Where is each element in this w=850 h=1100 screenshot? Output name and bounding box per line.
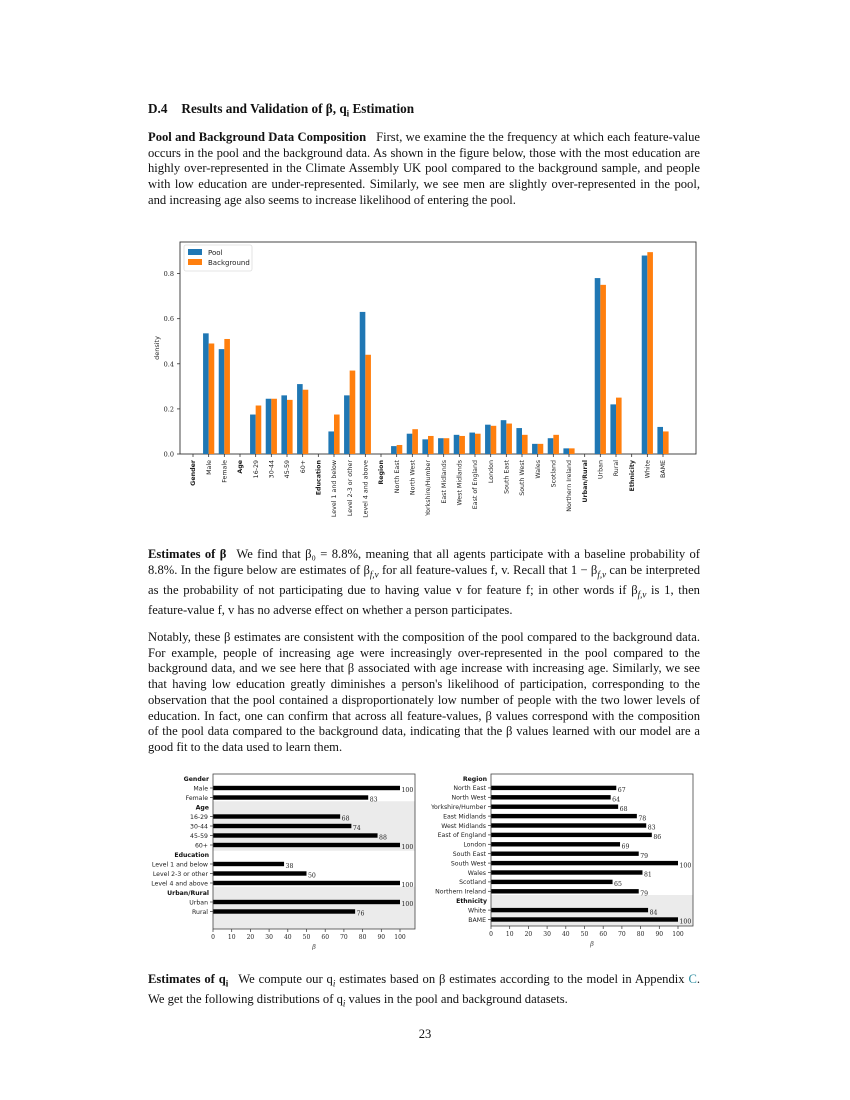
paragraph-text: for all feature-values f, v. Recall that 1 − β <box>378 562 598 577</box>
paragraph-pool-composition <box>148 130 700 209</box>
x-tick-label: 90 <box>377 934 386 941</box>
paragraph-notably <box>148 630 700 756</box>
group-header-label: Age <box>195 804 209 812</box>
x-tick-label: North West <box>409 460 417 496</box>
y-tick-label: 0.0 <box>163 450 174 459</box>
bar-value-label: 100 <box>401 901 414 909</box>
bar-pool <box>250 415 256 454</box>
x-tick-label: 0 <box>489 931 493 938</box>
page-number: 23 <box>418 1027 432 1041</box>
bar-value-label: 65 <box>614 881 622 889</box>
paragraph-text: We compute our q <box>238 972 333 986</box>
x-tick-label: 60 <box>321 934 330 941</box>
row-label: South East <box>452 851 486 858</box>
paragraph-beta-estimates <box>148 547 700 619</box>
x-tick-label: 80 <box>636 931 645 938</box>
paragraph-qi-estimates <box>148 972 700 1012</box>
bar-pool <box>203 333 209 454</box>
bar-pool <box>391 446 397 454</box>
x-axis-label: β <box>590 940 594 948</box>
paragraph-text: We find that β₀ = 8.8%, meaning that all agents participate with a baseline probability of 8.8%. In the figure below are estimates of β <box>148 547 701 577</box>
y-tick-label: 0.2 <box>163 405 174 414</box>
bar-pool <box>563 448 569 454</box>
bar-value-label: 86 <box>653 834 662 842</box>
bar-background <box>616 398 622 454</box>
row-label: West Midlands <box>441 822 486 830</box>
bar-value-label: 67 <box>617 787 626 795</box>
bar-value-label: 83 <box>369 796 378 804</box>
paragraph-text: . We get the following distributions of q <box>148 972 700 1007</box>
x-tick-label: Wales <box>534 460 542 479</box>
row-label: Male <box>193 785 208 793</box>
x-tick-label: Level 1 and below <box>331 460 339 518</box>
row-label: Level 4 and above <box>151 880 208 888</box>
legend-label-pool: Pool <box>208 249 223 257</box>
x-tick-label: 90 <box>655 931 664 938</box>
section-number: D.4 <box>148 101 168 116</box>
bar-pool <box>532 444 538 454</box>
x-tick-label: Level 4 and above <box>362 460 370 518</box>
section-title-suffix: Estimation <box>349 101 415 116</box>
subscript: f,v <box>369 569 379 580</box>
x-tick-label: 50 <box>580 931 589 938</box>
bar-pool <box>266 399 272 454</box>
bar-background <box>224 339 230 454</box>
appendix-link[interactable]: C <box>688 972 697 986</box>
x-tick-label: North East <box>393 460 401 494</box>
x-tick-label: Northern Ireland <box>566 460 574 512</box>
bar-value-label: 100 <box>401 844 414 852</box>
beta-bar <box>491 861 678 865</box>
x-tick-label: 80 <box>358 934 367 941</box>
beta-bar <box>491 833 652 837</box>
x-tick-label: 60+ <box>299 460 307 474</box>
subscript: f,v <box>597 569 607 580</box>
bar-background <box>334 415 340 454</box>
beta-estimates-chart-left <box>145 770 420 950</box>
bar-pool <box>657 427 663 454</box>
group-header-label: Region <box>462 776 487 783</box>
beta-bar <box>491 786 616 790</box>
subscript: i <box>342 998 346 1009</box>
x-tick-label: BAME <box>660 460 668 479</box>
runin-text: Estimates of q <box>148 972 226 986</box>
bar-pool <box>328 431 334 454</box>
beta-bar <box>213 824 351 828</box>
bar-value-label: 83 <box>647 824 656 832</box>
legend-swatch-background <box>188 259 202 265</box>
bar-background <box>350 371 356 454</box>
bar-background <box>506 424 512 454</box>
row-label: London <box>463 841 486 849</box>
bar-background <box>538 444 544 454</box>
group-header-label: Education <box>174 852 209 859</box>
x-tick-label: Female <box>221 460 229 483</box>
group-header-label: Gender <box>183 776 209 783</box>
beta-bar <box>491 870 642 874</box>
x-tick-label: London <box>487 460 495 484</box>
bar-pool <box>548 438 554 454</box>
bar-value-label: 100 <box>679 918 692 926</box>
row-label: 16-29 <box>190 813 208 821</box>
x-tick-label: White <box>644 460 652 479</box>
bar-value-label: 100 <box>401 787 414 795</box>
bar-background <box>256 406 262 454</box>
x-tick-label: 45-59 <box>284 460 292 479</box>
bar-pool <box>516 428 522 454</box>
bar-pool <box>642 256 648 454</box>
composition-bar-chart <box>140 236 710 526</box>
x-tick-label: Yorkshire/Humber <box>425 460 433 516</box>
y-tick-label: 0.4 <box>163 360 174 369</box>
row-label: 60+ <box>194 842 208 850</box>
row-label: Urban <box>189 899 208 907</box>
bar-background <box>475 434 481 454</box>
bar-value-label: 68 <box>619 805 628 813</box>
beta-bar <box>491 917 678 921</box>
subscript: i <box>225 978 229 989</box>
bar-pool <box>360 312 366 454</box>
group-header-label: Gender <box>190 460 198 486</box>
y-tick-label: 0.6 <box>163 315 174 324</box>
beta-bar <box>213 795 368 799</box>
bar-pool <box>469 433 475 454</box>
bar-value-label: 79 <box>640 890 649 898</box>
row-label: Female <box>185 794 208 802</box>
group-header-label: Region <box>378 460 386 485</box>
bar-background <box>303 390 309 454</box>
bar-background <box>428 436 434 454</box>
y-axis-label: density <box>153 336 161 360</box>
bar-pool <box>407 434 413 454</box>
paragraph-text: First, we examine the the frequency at which each feature-value occurs in the pool and the background data. As shown in the figure below, those with the most education are highly over-represented in the Climate Assembly UK pool compared to the background sample, and people with low education are under-represented. Similarly, we see men are slightly over-represented in the pool, and increasing age also seems to increase likelihood of entering the pool. <box>148 130 701 207</box>
bar-value-label: 76 <box>356 910 365 918</box>
row-label: Yorkshire/Humber <box>431 804 486 811</box>
paragraph-text: estimates based on β estimates according to the model in Appendix <box>335 972 689 986</box>
group-header-label: Urban/Rural <box>167 890 209 897</box>
x-tick-label: Level 2-3 or other <box>346 460 354 517</box>
bar-pool <box>344 395 350 454</box>
bar-value-label: 88 <box>379 834 387 842</box>
row-label: Level 1 and below <box>151 861 208 869</box>
x-tick-label: Urban <box>597 460 605 480</box>
bar-background <box>491 426 497 454</box>
row-label: North West <box>451 794 486 802</box>
x-tick-label: West Midlands <box>456 460 464 506</box>
beta-bar <box>491 908 648 912</box>
bar-background <box>647 252 653 454</box>
bar-pool <box>219 349 225 454</box>
row-label: South West <box>450 860 486 868</box>
beta-bar <box>491 795 611 799</box>
legend-label-background: Background <box>208 259 250 267</box>
bar-background <box>397 445 403 454</box>
x-tick-label: East Midlands <box>440 460 448 504</box>
x-tick-label: 30-44 <box>268 460 276 479</box>
x-tick-label: 0 <box>211 934 215 941</box>
bar-value-label: 69 <box>621 843 630 851</box>
x-tick-label: 10 <box>505 931 514 938</box>
bar-value-label: 68 <box>341 815 350 823</box>
x-tick-label: Rural <box>613 460 621 477</box>
row-label: Wales <box>467 869 486 877</box>
x-tick-label: 50 <box>302 934 311 941</box>
bar-pool <box>485 425 491 454</box>
x-tick-label: 60 <box>599 931 608 938</box>
bar-value-label: 84 <box>649 909 658 917</box>
subscript: i <box>332 978 336 989</box>
beta-bar <box>213 814 340 818</box>
row-label: East of England <box>437 832 486 840</box>
bar-background <box>412 429 418 454</box>
x-tick-label: 70 <box>618 931 626 938</box>
bar-pool <box>297 384 303 454</box>
bar-value-label: 81 <box>643 871 652 879</box>
group-header-label: Education <box>315 460 323 496</box>
legend-swatch-pool <box>188 249 202 255</box>
bar-value-label: 100 <box>679 862 692 870</box>
x-tick-label: Male <box>205 460 213 475</box>
runin-heading <box>148 972 229 989</box>
paragraph-text: values in the pool and background datasets. <box>345 992 568 1007</box>
paragraph-text: is 1, then feature-value f, v has no adverse effect on whether a person participates. <box>148 582 700 618</box>
row-label: Level 2-3 or other <box>152 870 208 878</box>
bar-value-label: 100 <box>401 882 414 890</box>
row-label: East Midlands <box>443 813 486 821</box>
beta-bar <box>491 889 639 893</box>
paragraph-text: Notably, these β estimates are consistent with the composition of the pool compared to the background data. For example, people of increasing age were increasingly over-represented in the pool compared to the background data, and we see here that β associated with age increase with increasing age. Similarly, we see that having low education greatly diminishes a person's likelihood of participation, corresponding to the observation that the pool contained a disproportionately low number of people with the two lower levels of education. In fact, one can confirm that across all feature-values, β values correspond with the composition of the pool data compared to the background data, indicating that the β values learned with our model are a good fit to the data used to learn them. <box>148 630 700 754</box>
group-header-label: Ethnicity <box>456 898 487 906</box>
row-label: Rural <box>192 908 208 916</box>
section-title-subscript: i <box>346 108 350 119</box>
bar-pool <box>501 420 507 454</box>
x-tick-label: 100 <box>672 931 684 938</box>
group-header-label: Urban/Rural <box>581 460 589 503</box>
group-header-label: Age <box>237 460 245 474</box>
row-label: 30-44 <box>190 823 208 831</box>
beta-bar <box>213 862 284 866</box>
x-tick-label: 20 <box>246 934 255 941</box>
row-label: North East <box>453 785 486 793</box>
bar-background <box>365 355 371 454</box>
y-tick-label: 0.8 <box>163 270 174 279</box>
beta-estimates-chart-right <box>420 770 710 950</box>
x-tick-label: 20 <box>524 931 533 938</box>
group-header-label: Ethnicity <box>628 460 636 492</box>
bar-background <box>663 431 669 454</box>
beta-bar <box>491 842 620 846</box>
row-label: Northern Ireland <box>435 888 486 896</box>
bar-background <box>271 399 277 454</box>
group-shade <box>213 887 415 929</box>
bar-background <box>600 285 606 454</box>
x-tick-label: 40 <box>283 934 292 941</box>
bar-background <box>522 435 528 454</box>
bar-background <box>209 343 215 454</box>
bar-background <box>287 400 293 454</box>
x-tick-label: 10 <box>227 934 236 941</box>
beta-bar <box>213 843 400 847</box>
bar-pool <box>595 278 601 454</box>
section-title-text: Results and Validation of β, q <box>181 101 347 116</box>
beta-bar <box>213 786 400 790</box>
beta-bar <box>491 852 639 856</box>
bar-background <box>569 448 575 454</box>
bar-value-label: 78 <box>638 815 647 823</box>
bar-value-label: 79 <box>640 852 649 860</box>
bar-pool <box>438 438 444 454</box>
bar-value-label: 64 <box>612 796 621 804</box>
x-tick-label: 70 <box>340 934 348 941</box>
row-label: White <box>468 907 486 915</box>
section-heading <box>148 101 414 119</box>
runin-heading: Estimates of β <box>148 547 227 561</box>
bar-pool <box>610 404 616 454</box>
beta-bar <box>491 880 613 884</box>
beta-bar <box>213 881 400 885</box>
paragraph-text: can be interpreted as the probability of not participating due to having value v for feature f; in other words if β <box>148 562 700 597</box>
x-tick-label: South East <box>503 460 511 494</box>
bar-background <box>459 436 465 454</box>
beta-bar <box>213 871 307 875</box>
bar-value-label: 50 <box>308 872 316 880</box>
bar-background <box>553 435 559 454</box>
beta-bar <box>213 900 400 904</box>
x-axis-label: β <box>312 943 316 950</box>
row-label: 45-59 <box>190 832 208 840</box>
bar-pool <box>281 395 287 454</box>
bar-pool <box>422 439 428 454</box>
bar-value-label: 74 <box>352 825 361 833</box>
bar-background <box>444 438 450 454</box>
row-label: Scotland <box>459 879 486 887</box>
runin-heading: Pool and Background Data Composition <box>148 130 367 144</box>
beta-bar <box>213 833 378 837</box>
beta-bar <box>491 814 637 818</box>
bar-value-label: 38 <box>285 863 294 871</box>
x-tick-label: 30 <box>265 934 273 941</box>
beta-bar <box>491 805 618 809</box>
subscript: f,v <box>637 589 647 600</box>
x-tick-label: 40 <box>561 931 570 938</box>
x-tick-label: 100 <box>394 934 406 941</box>
beta-bar <box>213 909 355 913</box>
x-tick-label: 16-29 <box>252 460 260 479</box>
x-tick-label: 30 <box>543 931 551 938</box>
beta-bar <box>491 823 646 827</box>
x-tick-label: Scotland <box>550 460 558 488</box>
bar-pool <box>454 435 460 454</box>
x-tick-label: East of England <box>472 460 480 510</box>
x-tick-label: South West <box>519 460 527 496</box>
row-label: BAME <box>468 916 486 924</box>
